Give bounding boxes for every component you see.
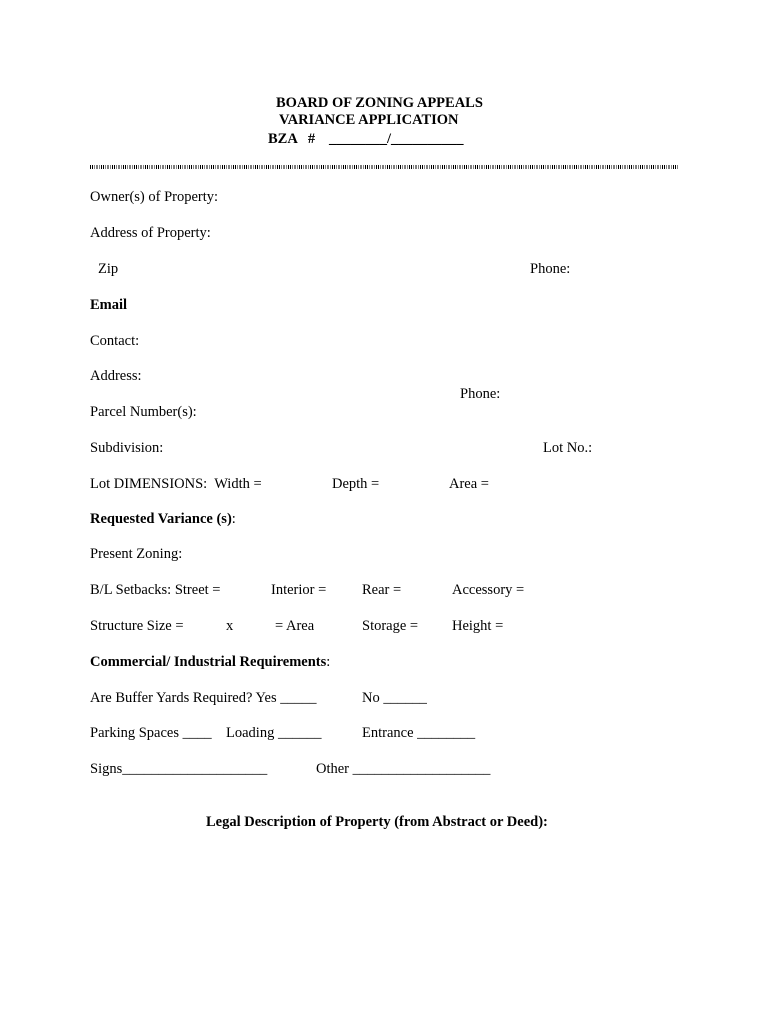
loading-field[interactable]: Loading ______	[226, 725, 322, 741]
buffer-yards-yes-field[interactable]: Are Buffer Yards Required? Yes _____	[90, 690, 317, 706]
contact-phone-label: Phone:	[460, 386, 501, 402]
contact-address-label: Address:	[90, 368, 142, 384]
commercial-heading	[90, 654, 330, 670]
signs-field[interactable]: Signs____________________	[90, 761, 268, 777]
header-divider	[90, 165, 679, 169]
subdivision-label: Subdivision:	[90, 440, 164, 456]
legal-description-heading: Legal Description of Property (from Abstract or Deed):	[206, 814, 548, 830]
bza-number-label: BZA #	[268, 131, 316, 147]
storage-label: Storage =	[362, 618, 419, 634]
parcel-number-label: Parcel Number(s):	[90, 404, 197, 420]
structure-x-label: x	[226, 618, 234, 634]
email-label: Email	[90, 297, 128, 313]
structure-area-label: = Area	[275, 618, 315, 634]
form-title: BOARD OF ZONING APPEALS	[276, 95, 483, 111]
lot-area-label: Area =	[449, 476, 489, 492]
address-of-property-label: Address of Property:	[90, 225, 211, 241]
lot-depth-label: Depth =	[332, 476, 380, 492]
property-phone-label: Phone:	[530, 261, 571, 277]
commercial-heading-text: Commercial/ Industrial Requirements	[90, 654, 327, 670]
zip-label: Zip	[98, 261, 119, 277]
height-label: Height =	[452, 618, 504, 634]
parking-spaces-field[interactable]: Parking Spaces ____	[90, 725, 212, 741]
form-subtitle: VARIANCE APPLICATION	[279, 112, 459, 128]
requested-variance-colon: :	[231, 511, 236, 527]
present-zoning-label: Present Zoning:	[90, 546, 183, 562]
setback-interior-label: Interior =	[271, 582, 327, 598]
commercial-heading-colon: :	[326, 654, 331, 670]
buffer-yards-no-field[interactable]: No ______	[362, 690, 427, 706]
setback-accessory-label: Accessory =	[452, 582, 525, 598]
structure-size-label: Structure Size =	[90, 618, 184, 634]
setback-rear-label: Rear =	[362, 582, 402, 598]
lot-width-label: Lot DIMENSIONS: Width =	[90, 476, 262, 492]
setback-street-label: B/L Setbacks: Street =	[90, 582, 221, 598]
other-field[interactable]: Other ___________________	[316, 761, 491, 777]
requested-variance-text: Requested Variance (s)	[90, 511, 232, 527]
entrance-field[interactable]: Entrance ________	[362, 725, 476, 741]
bza-number-field[interactable]: ________/__________	[329, 131, 464, 147]
lot-number-label: Lot No.:	[543, 440, 593, 456]
contact-label: Contact:	[90, 333, 140, 349]
requested-variance-heading	[90, 511, 236, 527]
owners-label: Owner(s) of Property:	[90, 189, 219, 205]
